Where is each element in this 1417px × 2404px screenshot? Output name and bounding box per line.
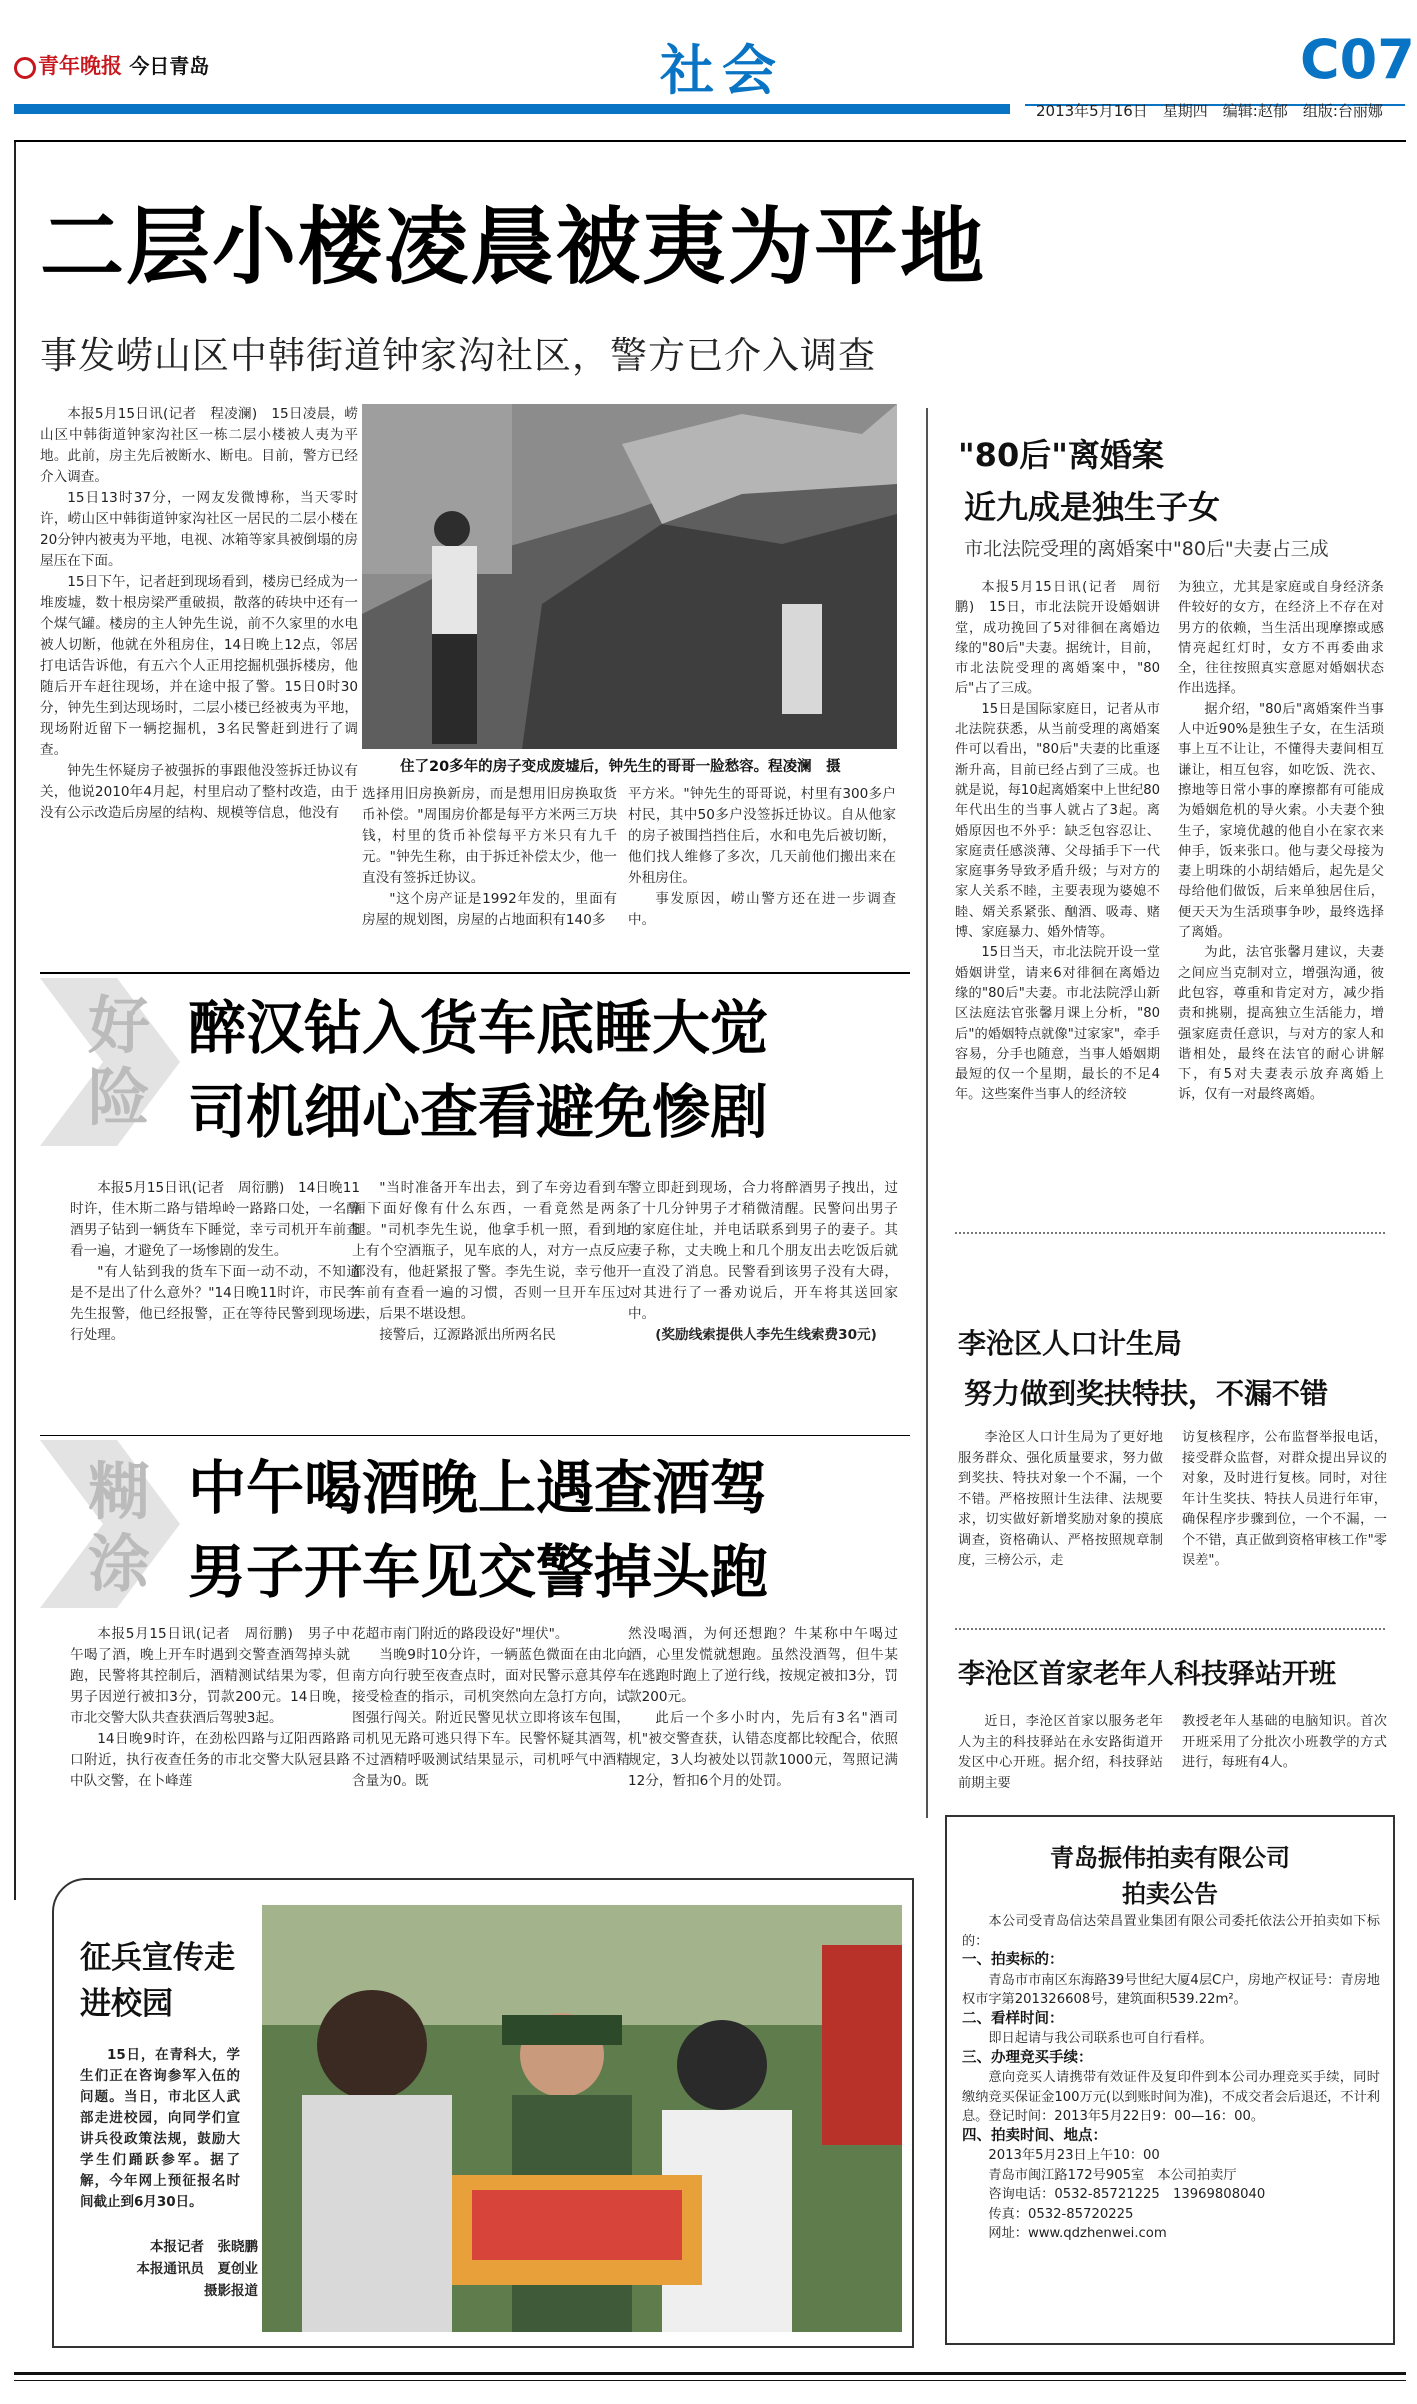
paragraph: "有人钻到我的货车下面一动不动，不知道是不是出了什么意外？"14日晚11时许，市民李先生报警，他已经报警，正在等待民警到现场进行处理。 (70, 1264, 360, 1343)
contact-line: 2013年5月23日上午10：00 (988, 2148, 1160, 2163)
bottom-rule-thin (14, 2380, 1406, 2381)
paragraph: 14日晚9时许，在劲松四路与辽阳西路路口附近，执行夜查任务的市北交警大队冠县路中队交警，在卜峰莲 (70, 1731, 350, 1789)
contact-line: 青岛市闽江路172号905室 本公司拍卖厅 (988, 2167, 1237, 2183)
students-soldiers-image (262, 1905, 902, 2332)
paragraph: 花超市南门附近的路段设好"埋伏"。 (352, 1626, 569, 1642)
paragraph: 本报5月15日讯(记者 周衍鹏) 14日晚11时许，佳木斯二路与错埠岭一路路口处，一名醉酒男子钻到一辆货车下睡觉，幸亏司机开车前查看一遍，才避免了一场惨剧的发生。 (70, 1180, 360, 1259)
conscription-photo (262, 1905, 902, 2332)
story3-kicker: 糊涂 (87, 1455, 150, 1600)
issue-info: 2013年5月16日 星期四 编辑:赵郁 组版:台丽娜 (1036, 102, 1383, 120)
paragraph: 为独立，尤其是家庭或自身经济条件较好的女方，在经济上不存在对男方的依赖，当生活出现摩擦或感情亮起红灯时，女方不再委曲求全，往往按照真实意愿对婚姻状态作出选择。 (1178, 580, 1384, 697)
right1-subhead: 市北法院受理的离婚案中"80后"夫妻占三成 (964, 538, 1329, 560)
story1-subhead: 事发崂山区中韩街道钟家沟社区，警方已介入调查 (40, 334, 876, 377)
story1-caption: 住了20多年的房子变成废墟后，钟先生的哥哥一脸愁容。程凌澜 摄 (400, 759, 841, 775)
right2-headline1: 李沧区人口计生局 (958, 1327, 1183, 1360)
story2-col1 (70, 1178, 360, 1418)
paragraph: 接警后，辽源路派出所两名民 (379, 1327, 556, 1343)
paragraph: 本公司受青岛信达荣昌置业集团有限公司委托依法公开拍卖如下标的： (962, 1914, 1380, 1949)
right3-headline: 李沧区首家老年人科技驿站开班 (958, 1659, 1336, 1690)
story2-col2 (352, 1178, 630, 1418)
brand-text: 今日青岛 (129, 54, 210, 78)
story4-credits (118, 2236, 258, 2302)
story1-col1 (40, 404, 358, 964)
story3-col1 (70, 1624, 350, 1864)
header-bar (14, 104, 1010, 114)
credit-line: 摄影报道 (204, 2283, 258, 2299)
paragraph: 为此，法官张馨月建议，夫妻之间应当克制对立，增强沟通，彼此包容，尊重和肯定对方，减少指责和挑剔，提高独立生活能力，增强家庭责任意识，与对方的家人和谐相处，最终在法官的耐心讲解下，有5对夫妻表示放弃离婚上诉，仅有一对最终离婚。 (1178, 945, 1384, 1103)
auction-section: 一、拍卖标的： (962, 1952, 1064, 1968)
paragraph: 15日13时37分，一网友发微博称，当天零时许，崂山区中韩街道钟家沟社区一居民的二层小楼在20分钟内被夷为平地，电视、冰箱等家具被倒塌的房屋压在下面。 (40, 490, 358, 569)
paragraph: "当时准备开车出去，到了车旁边看到车厢下面好像有什么东西，一看竟然是两条腿。"司机李先生说，他拿手机一照，看到地上有个空酒瓶子，见车底的人，对方一点反应都没有，他赶紧报了警。李先生说，幸亏他开车前有查看一遍的习惯，否则一旦开车压过去，后果不堪设想。 (352, 1180, 630, 1322)
right2-col1 (958, 1428, 1163, 1628)
story2-top-rule (40, 972, 910, 974)
reward-note: (奖励线索提供人李先生线索费30元) (655, 1327, 877, 1343)
newspaper-logo-icon (14, 57, 36, 79)
left-border (14, 140, 16, 1900)
story1-col2 (362, 784, 617, 964)
paragraph: 警立即赶到现场，合力将醉酒男子拽出，过了十几分钟男子才稍微清醒。民警问出男子的家庭住址，并电话联系到男子的妻子。其妻子称，丈夫晚上和几个朋友出去吃饭后就一直没了消息。民警看到该男子没有大碍，对其进行了一番劝说后，开车将其送回家中。 (628, 1180, 898, 1322)
auction-section: 二、看样时间： (962, 2010, 1064, 2027)
column-divider (926, 408, 928, 1818)
auction-body (962, 1912, 1380, 2332)
auction-title1: 青岛振伟拍卖有限公司 (1050, 1844, 1290, 1872)
paragraph: 平方米。"钟先生的哥哥说，村里有300多户村民，其中50多户没签拆迁协议。自从他家的房子被围挡挡住后，水和电先后被切断，他们找人维修了多次，几天前他们搬出来在外租房住。 (628, 786, 896, 886)
story3-top-rule (40, 1435, 910, 1436)
story4-body (80, 2045, 240, 2231)
right2-col2 (1182, 1428, 1387, 1628)
right1-divider (955, 1232, 1385, 1234)
paragraph: 意向竞买人请携带有效证件及复印件到本公司办理竞买手续，同时缴纳竞买保证金100万元(以到账时间为准)，不成交者会后退还，不计利息。登记时间：2013年5月22日9：00—16：00。 (962, 2070, 1380, 2124)
logo-text: 青年晚报 (38, 53, 122, 78)
right3-col2 (1182, 1712, 1387, 1802)
right1-col2 (1178, 578, 1384, 1220)
story3-col3 (628, 1624, 898, 1864)
paragraph: 15日是国际家庭日，记者从市北法院获悉，从当前受理的离婚案件可以看出，"80后"夫妻的比重逐渐升高，目前已经占到了三成。也就是说，每10起离婚案中上世纪80年代出生的当事人就占了3起。离婚原因也不外乎：缺乏包容忍让、家庭责任感淡薄、父母插手下一代家庭事务导致矛盾升级；与对方的家人关系不睦，主要表现为婆媳不睦、婿关系紧张、酗酒、吸毒、赌博、家庭暴力、婚外情等。 (955, 701, 1160, 941)
paragraph: 本报5月15日讯(记者 周衍鹏) 男子中午喝了酒，晚上开车时遇到交警查酒驾掉头就跑，民警将其控制后，酒精测试结果为零，但男子因逆行被扣3分，罚款200元。14日晚，市北交警大队共查获酒后驾驶3起。 (70, 1626, 350, 1726)
contact-line: 咨询电话：0532-85721225 13969808040 (988, 2187, 1266, 2202)
paragraph: "这个房产证是1992年发的，里面有房屋的规划图，房屋的占地面积有140多 (362, 891, 617, 928)
auction-title2: 拍卖公告 (1122, 1880, 1218, 1908)
story1-headline: 二层小楼凌晨被夷为平地 (40, 198, 987, 296)
contact-line: 传真：0532-85720225 (988, 2206, 1134, 2222)
paragraph: 李沧区人口计生局为了更好地服务群众、强化质量要求，努力做到奖扶、特扶对象一个不漏，一个不错。严格按照计生法律、法规要求，切实做好新增奖励对象的摸底调查，资格确认、严格按照规章制度，三榜公示，走 (958, 1430, 1163, 1568)
right1-headline1: "80后"离婚案 (958, 436, 1164, 474)
paragraph: 青岛市市南区东海路39号世纪大厦4层C户，房地产权证号：青房地权市字第201326608号，建筑面积539.22m²。 (962, 1972, 1380, 2007)
right1-headline2: 近九成是独生子女 (964, 488, 1221, 526)
paragraph: 此后一个多小时内，先后有3名"酒司机"被交警查获，认错态度都比较配合，依照规定，3人均被处以罚款1000元，驾照记满12分，暂扣6个月的处罚。 (628, 1710, 898, 1789)
paragraph: 当晚9时10分许，一辆蓝色微面在由北向南方向行驶至夜查点时，面对民警示意其停车接受检查的指示，司机突然向左急打方向，试图强行闯关。附近民警见状立即将该车包围，司机见无路可逃只得下车。民警怀疑其酒驾，不过酒精呼吸测试结果显示，司机呼气中酒精含量为0。既 (352, 1647, 630, 1789)
paragraph: 本报5月15日讯(记者 周衍鹏) 15日，市北法院开设婚姻讲堂，成功挽回了5对徘徊在离婚边缘的"80后"夫妻。据统计，目前，市北法院受理的离婚案中，"80后"占了三成。 (955, 580, 1160, 697)
paragraph: 教授老年人基础的电脑知识。首次开班采用了分批次小班教学的方式进行，每班有4人。 (1182, 1714, 1387, 1770)
paragraph: 钟先生怀疑房子被强拆的事跟他没签拆迁协议有关，他说2010年4月起，村里启动了整村改造，由于没有公示改造后房屋的结构、规模等信息，他没有 (40, 763, 358, 821)
story1-col3 (628, 784, 896, 964)
paragraph: 近日，李沧区首家以服务老年人为主的科技驿站在永安路街道开发区中心开班。据介绍，科技驿站前期主要 (958, 1714, 1163, 1791)
paragraph: 事发原因，崂山警方还在进一步调查中。 (628, 891, 896, 928)
story3-col2 (352, 1624, 630, 1864)
paragraph: 选择用旧房换新房，而是想用旧房换取货币补偿。"周围房价都是每平方米两三万块钱，村里的货币补偿每平方米只有九千元。"钟先生称，由于拆迁补偿太少，他一直没有签拆迁协议。 (362, 786, 617, 886)
paragraph: 15日，在青科大，学生们正在咨询参军入伍的问题。当日，市北区人武部走进校园，向同学们宣讲兵役政策法规，鼓励大学生们踊跃参军。据了解，今年网上预征报名时间截止到6月30日。 (80, 2047, 240, 2210)
paragraph: 即日起请与我公司联系也可自行看样。 (988, 2031, 1213, 2046)
masthead-logo (14, 50, 240, 88)
bottom-rule (14, 2372, 1406, 2375)
paragraph: 访复核程序，公布监督举报电话，接受群众监督，对群众提出异议的对象，及时进行复核。同时，对往年计生奖扶、特扶人员进行年审，确保程序步骤到位，一个不漏，一个不错，真正做到资格审核工作"零误差"。 (1182, 1430, 1387, 1568)
story4-headline: 征兵宣传走进校园 (80, 1940, 235, 2022)
paragraph: 15日当天，市北法院开设一堂婚姻讲堂，请来6对徘徊在离婚边缘的"80后"夫妻。市北法院浮山新区法庭法官张馨月课上分析，"80后"的婚姻特点就像"过家家"，牵手容易，分手也随意，当事人婚姻期最短的仅一个星期，最长的不足4年。这些案件当事人的经济较 (955, 945, 1160, 1103)
right2-headline2: 努力做到奖扶特扶，不漏不错 (964, 1377, 1329, 1410)
story2-headline2: 司机细心查看避免惨剧 (188, 1078, 769, 1146)
right3-col1 (958, 1712, 1163, 1802)
page-number: C07 (1300, 28, 1415, 91)
story3-headline2: 男子开车见交警掉头跑 (188, 1538, 769, 1606)
demolition-photo (362, 404, 897, 749)
paragraph: 据介绍，"80后"离婚案件当事人中近90%是独生子女，在生活琐事上互不让让，不懂得夫妻间相互谦让，相互包容，如吃饭、洗衣、擦地等日常小事的摩擦都有可能成为婚姻危机的导火索。小夫妻个独生子，家境优越的他自小在家衣来伸手，饭来张口。他与妻父母接为妻上明珠的小胡结婚后，起先是父母给他们做饭，后来单独居住后，便天天为生活琐事争吵，最终选择了离婚。 (1178, 701, 1384, 941)
story2-col3 (628, 1178, 898, 1418)
right2-divider (955, 1628, 1385, 1630)
story2-headline1: 醉汉钻入货车底睡大觉 (188, 994, 769, 1062)
section-title: 社会 (660, 39, 784, 102)
credit-line: 本报记者 张晓鹏 (150, 2239, 258, 2255)
story2-kicker: 好险 (87, 989, 150, 1134)
paragraph: 15日下午，记者赶到现场看到，楼房已经成为一堆废墟，数十根房梁严重破损，散落的砖块中还有一个煤气罐。楼房的主人钟先生说，前不久家里的水电被人切断，他就在外租房住，14日晚上12点，邻居打电话告诉他，有五六个人正用挖掘机强拆楼房，他随后开车赶往现场，并在途中报了警。15日0时30分，钟先生到达现场时，二层小楼已经被夷为平地，现场附近留下一辆挖掘机，3名民警赶到进行了调查。 (40, 574, 358, 758)
credit-line: 本报通讯员 夏创业 (136, 2261, 258, 2277)
paragraph: 本报5月15日讯(记者 程凌澜) 15日凌晨，崂山区中韩街道钟家沟社区一栋二层小楼被人夷为平地。此前，房主先后被断水、断电。目前，警方已经介入调查。 (40, 406, 358, 485)
top-border (14, 140, 1406, 142)
right1-col1 (955, 578, 1160, 1220)
auction-section: 三、办理竞买手续： (962, 2049, 1093, 2066)
rubble-image (362, 404, 897, 749)
paragraph: 然没喝酒，为何还想跑？牛某称中午喝过酒，心里发慌就想跑。虽然没酒驾，但牛某在逃跑时跑上了逆行线，按规定被扣3分，罚款200元。 (628, 1626, 898, 1705)
auction-section: 四、拍卖时间、地点： (962, 2127, 1107, 2144)
contact-line[interactable]: 网址：www.qdzhenwei.com (988, 2226, 1167, 2241)
story3-headline1: 中午喝酒晚上遇查酒驾 (188, 1454, 769, 1522)
